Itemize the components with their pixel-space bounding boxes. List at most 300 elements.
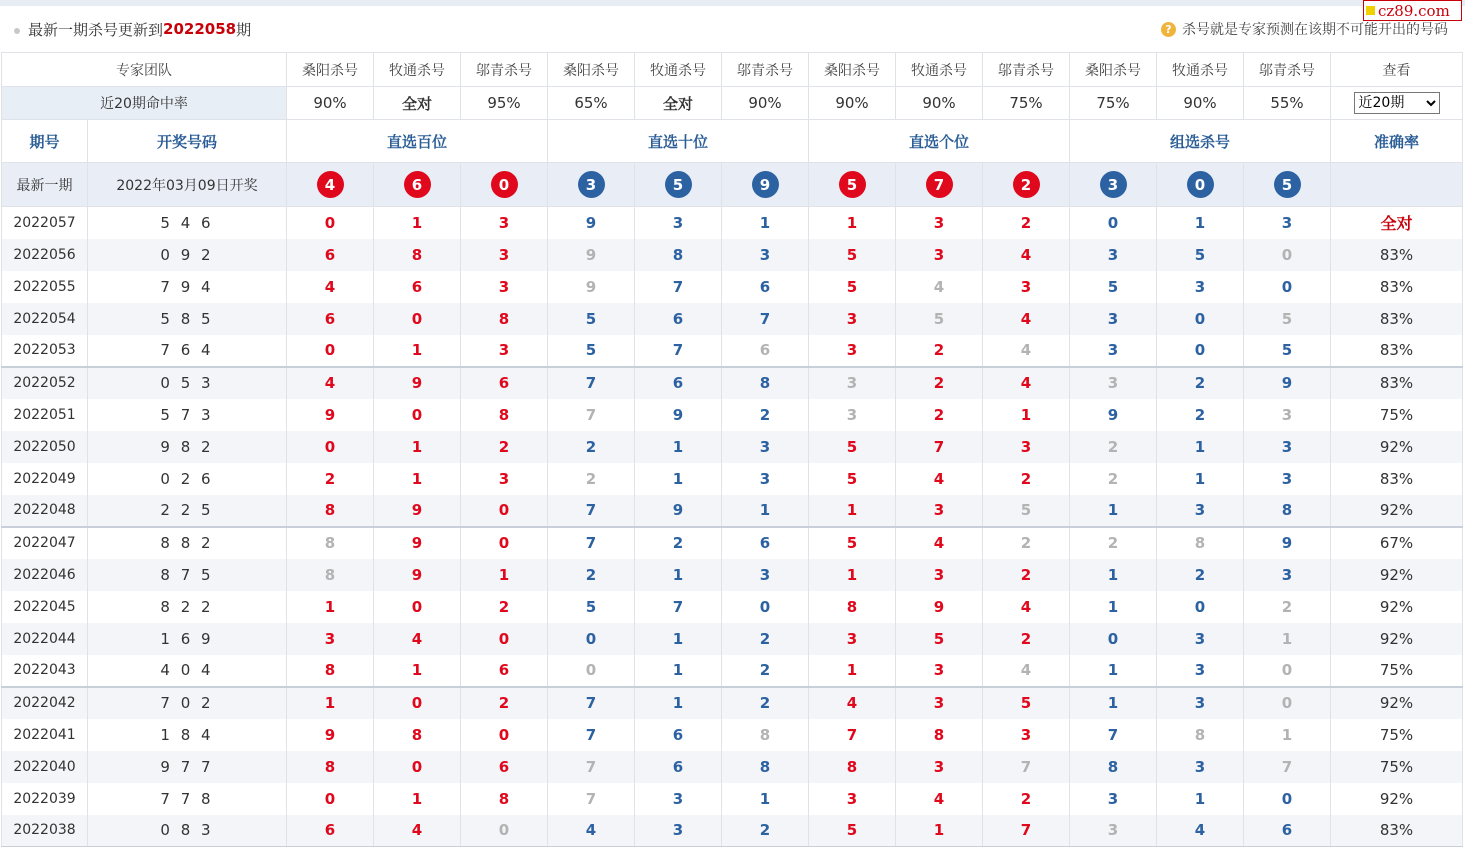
table-row — [2, 207, 1463, 239]
kill-number: 7 — [896, 431, 983, 463]
kill-number: 1 — [1070, 591, 1157, 623]
kill-number: 6 — [374, 271, 461, 303]
kill-number: 7 — [548, 687, 635, 719]
kill-number: 2 — [983, 783, 1070, 815]
draw-number: 7 0 2 — [88, 687, 287, 719]
group-header: 直选十位 — [548, 120, 809, 163]
kill-number: 3 — [461, 207, 548, 239]
table-row — [2, 367, 1463, 399]
kill-number: 0 — [1157, 335, 1244, 367]
kill-number: 2 — [1070, 431, 1157, 463]
expert-name: 桑阳杀号 — [287, 53, 374, 87]
ball-icon: 4 — [317, 171, 344, 198]
kill-number: 5 — [1070, 271, 1157, 303]
kill-number: 1 — [809, 495, 896, 527]
kill-number: 6 — [722, 335, 809, 367]
kill-number: 9 — [548, 271, 635, 303]
kill-number: 2 — [983, 623, 1070, 655]
expert-name: 桑阳杀号 — [809, 53, 896, 87]
hit-rate: 90% — [287, 87, 374, 120]
latest-row — [2, 163, 1463, 207]
period-select-cell — [1331, 87, 1463, 120]
kill-number: 3 — [1157, 751, 1244, 783]
kill-number: 4 — [983, 335, 1070, 367]
kill-number: 4 — [983, 591, 1070, 623]
kill-number: 5 — [809, 815, 896, 847]
kill-number: 3 — [1244, 207, 1331, 239]
ball-icon: 7 — [926, 171, 953, 198]
draw-number: 4 0 4 — [88, 655, 287, 687]
kill-number: 1 — [461, 559, 548, 591]
kill-number: 7 — [548, 367, 635, 399]
kill-number: 8 — [287, 559, 374, 591]
kill-number: 6 — [287, 815, 374, 847]
hit-rate: 75% — [983, 87, 1070, 120]
accuracy: 92% — [1331, 495, 1463, 527]
kill-number: 2 — [1157, 559, 1244, 591]
kill-number: 3 — [1070, 303, 1157, 335]
kill-number: 7 — [722, 303, 809, 335]
accuracy: 全对 — [1331, 207, 1463, 239]
kill-number: 3 — [809, 367, 896, 399]
accuracy: 83% — [1331, 463, 1463, 495]
hit-rate: 全对 — [374, 87, 461, 120]
latest-ball-cell — [287, 163, 374, 207]
kill-number: 1 — [983, 399, 1070, 431]
draw-number: 9 8 2 — [88, 431, 287, 463]
kill-number: 2 — [548, 463, 635, 495]
kill-number: 6 — [461, 655, 548, 687]
kill-number-table — [1, 52, 1463, 847]
kill-number: 2 — [461, 687, 548, 719]
kill-number: 1 — [287, 591, 374, 623]
page-header — [4, 6, 1460, 52]
kill-number: 1 — [374, 431, 461, 463]
kill-number: 9 — [548, 207, 635, 239]
kill-number: 1 — [1157, 207, 1244, 239]
kill-number: 3 — [461, 463, 548, 495]
kill-number: 6 — [287, 239, 374, 271]
kill-number: 5 — [896, 303, 983, 335]
kill-number: 0 — [1244, 271, 1331, 303]
kill-number: 1 — [635, 655, 722, 687]
draw-number: 9 7 7 — [88, 751, 287, 783]
period-select[interactable] — [1354, 92, 1440, 114]
kill-number: 1 — [1070, 655, 1157, 687]
draw-number: 5 4 6 — [88, 207, 287, 239]
latest-ball-cell — [983, 163, 1070, 207]
draw-number: 0 5 3 — [88, 367, 287, 399]
kill-number: 1 — [374, 783, 461, 815]
expert-name: 牧通杀号 — [896, 53, 983, 87]
kill-number: 2 — [287, 463, 374, 495]
kill-number: 3 — [809, 335, 896, 367]
kill-number: 4 — [983, 239, 1070, 271]
kill-number: 4 — [374, 623, 461, 655]
latest-label: 最新一期 — [2, 163, 88, 207]
latest-ball-cell — [1070, 163, 1157, 207]
kill-number: 3 — [809, 783, 896, 815]
experts-row — [2, 53, 1463, 87]
period-number: 2022050 — [2, 431, 88, 463]
kill-number: 9 — [635, 495, 722, 527]
kill-number: 5 — [809, 431, 896, 463]
kill-number: 9 — [287, 719, 374, 751]
table-row — [2, 271, 1463, 303]
kill-number: 3 — [896, 751, 983, 783]
kill-number: 8 — [287, 527, 374, 559]
draw-number: 5 7 3 — [88, 399, 287, 431]
kill-number: 2 — [896, 399, 983, 431]
expert-name: 桑阳杀号 — [1070, 53, 1157, 87]
period-number: 2022047 — [2, 527, 88, 559]
kill-number: 3 — [983, 719, 1070, 751]
kill-number: 2 — [1070, 527, 1157, 559]
draw-number: 2 2 5 — [88, 495, 287, 527]
kill-number: 5 — [983, 495, 1070, 527]
accuracy: 83% — [1331, 367, 1463, 399]
expert-name: 邬青杀号 — [461, 53, 548, 87]
expert-name: 牧通杀号 — [374, 53, 461, 87]
kill-number: 5 — [809, 463, 896, 495]
period-number: 2022040 — [2, 751, 88, 783]
kill-number: 3 — [1244, 431, 1331, 463]
col-draw: 开奖号码 — [88, 120, 287, 163]
ball-icon: 5 — [839, 171, 866, 198]
period-number: 2022042 — [2, 687, 88, 719]
col-period: 期号 — [2, 120, 88, 163]
latest-ball-cell — [722, 163, 809, 207]
rate-label: 近20期命中率 — [2, 87, 287, 120]
latest-ball-cell — [548, 163, 635, 207]
expert-name: 桑阳杀号 — [548, 53, 635, 87]
update-suffix: 期 — [236, 20, 252, 39]
kill-number: 2 — [1070, 463, 1157, 495]
period-number: 2022053 — [2, 335, 88, 367]
kill-number: 8 — [809, 591, 896, 623]
kill-number: 4 — [983, 303, 1070, 335]
hint-text: 杀号就是专家预测在该期不可能开出的号码 — [1182, 22, 1448, 38]
kill-number: 1 — [1070, 495, 1157, 527]
draw-number: 1 6 9 — [88, 623, 287, 655]
kill-number: 3 — [461, 271, 548, 303]
kill-number: 5 — [1244, 335, 1331, 367]
expert-name: 牧通杀号 — [635, 53, 722, 87]
kill-number: 2 — [722, 687, 809, 719]
kill-number: 7 — [548, 719, 635, 751]
kill-number: 4 — [287, 367, 374, 399]
latest-ball-cell — [635, 163, 722, 207]
kill-number: 5 — [983, 687, 1070, 719]
hint — [1161, 19, 1460, 39]
kill-number: 0 — [461, 495, 548, 527]
table-row — [2, 559, 1463, 591]
kill-number: 3 — [1157, 271, 1244, 303]
kill-number: 9 — [374, 367, 461, 399]
kill-number: 2 — [722, 399, 809, 431]
kill-number: 3 — [809, 303, 896, 335]
kill-number: 0 — [287, 335, 374, 367]
kill-number: 1 — [1157, 431, 1244, 463]
kill-number: 2 — [983, 463, 1070, 495]
kill-number: 6 — [287, 303, 374, 335]
kill-number: 7 — [983, 751, 1070, 783]
kill-number: 4 — [983, 367, 1070, 399]
table-row — [2, 527, 1463, 559]
kill-number: 0 — [287, 783, 374, 815]
kill-number: 2 — [1244, 591, 1331, 623]
kill-number: 6 — [722, 271, 809, 303]
kill-number: 0 — [1244, 687, 1331, 719]
kill-number: 0 — [461, 527, 548, 559]
kill-number: 7 — [635, 591, 722, 623]
kill-number: 3 — [287, 623, 374, 655]
hit-rate: 全对 — [635, 87, 722, 120]
kill-number: 0 — [1157, 303, 1244, 335]
kill-number: 4 — [896, 783, 983, 815]
update-notice — [4, 19, 251, 40]
accuracy: 75% — [1331, 399, 1463, 431]
kill-number: 1 — [374, 463, 461, 495]
site-logo[interactable] — [1363, 0, 1462, 21]
kill-number: 6 — [635, 303, 722, 335]
kill-number: 3 — [1157, 687, 1244, 719]
period-number: 2022048 — [2, 495, 88, 527]
ball-icon: 0 — [1187, 171, 1214, 198]
draw-number: 7 6 4 — [88, 335, 287, 367]
kill-number: 8 — [287, 655, 374, 687]
kill-number: 8 — [461, 399, 548, 431]
kill-number: 3 — [722, 239, 809, 271]
kill-number: 0 — [1070, 623, 1157, 655]
kill-number: 0 — [1157, 591, 1244, 623]
kill-number: 7 — [548, 751, 635, 783]
accuracy: 83% — [1331, 271, 1463, 303]
kill-number: 5 — [809, 239, 896, 271]
hit-rate: 95% — [461, 87, 548, 120]
kill-number: 7 — [548, 495, 635, 527]
kill-number: 1 — [287, 687, 374, 719]
kill-number: 1 — [896, 815, 983, 847]
kill-number: 2 — [1157, 399, 1244, 431]
latest-ball-cell — [1244, 163, 1331, 207]
kill-number: 2 — [461, 431, 548, 463]
kill-number: 8 — [1244, 495, 1331, 527]
kill-number: 8 — [722, 367, 809, 399]
kill-number: 0 — [1244, 783, 1331, 815]
kill-number: 9 — [635, 399, 722, 431]
bullet-dot-icon — [14, 28, 20, 34]
latest-date: 2022年03月09日开奖 — [88, 163, 287, 207]
kill-number: 8 — [461, 783, 548, 815]
ball-icon: 6 — [404, 171, 431, 198]
table-row — [2, 783, 1463, 815]
draw-number: 7 7 8 — [88, 783, 287, 815]
kill-number: 4 — [896, 271, 983, 303]
accuracy: 83% — [1331, 303, 1463, 335]
hit-rate: 90% — [1157, 87, 1244, 120]
kill-number: 8 — [722, 751, 809, 783]
table-row — [2, 463, 1463, 495]
kill-number: 3 — [461, 239, 548, 271]
kill-number: 3 — [1070, 783, 1157, 815]
kill-number: 1 — [1070, 559, 1157, 591]
kill-number: 8 — [809, 751, 896, 783]
kill-number: 3 — [1070, 367, 1157, 399]
kill-number: 0 — [374, 591, 461, 623]
logo-text: cz89.com — [1378, 1, 1450, 20]
kill-number: 1 — [809, 655, 896, 687]
accuracy: 75% — [1331, 655, 1463, 687]
kill-number: 2 — [983, 527, 1070, 559]
kill-number: 2 — [983, 207, 1070, 239]
experts-label: 专家团队 — [2, 53, 287, 87]
kill-number: 1 — [1070, 687, 1157, 719]
kill-number: 3 — [983, 431, 1070, 463]
column-header-row — [2, 120, 1463, 163]
table-row — [2, 751, 1463, 783]
kill-number: 7 — [548, 783, 635, 815]
kill-number: 6 — [722, 527, 809, 559]
ball-icon: 5 — [665, 171, 692, 198]
kill-number: 1 — [809, 207, 896, 239]
kill-number: 1 — [809, 559, 896, 591]
kill-number: 3 — [1157, 495, 1244, 527]
hit-rate: 65% — [548, 87, 635, 120]
period-number: 2022039 — [2, 783, 88, 815]
kill-number: 3 — [1070, 239, 1157, 271]
period-number: 2022056 — [2, 239, 88, 271]
kill-number: 0 — [548, 655, 635, 687]
kill-number: 1 — [635, 431, 722, 463]
question-icon: ? — [1161, 22, 1176, 37]
kill-number: 3 — [635, 815, 722, 847]
kill-number: 9 — [1070, 399, 1157, 431]
period-number: 2022054 — [2, 303, 88, 335]
kill-number: 7 — [1244, 751, 1331, 783]
update-prefix: 最新一期杀号更新到 — [28, 20, 164, 39]
kill-number: 6 — [635, 751, 722, 783]
kill-number: 5 — [1157, 239, 1244, 271]
kill-number: 3 — [896, 655, 983, 687]
kill-number: 1 — [1157, 463, 1244, 495]
kill-number: 4 — [983, 655, 1070, 687]
kill-number: 1 — [374, 655, 461, 687]
kill-number: 9 — [287, 399, 374, 431]
accuracy: 67% — [1331, 527, 1463, 559]
kill-number: 2 — [548, 559, 635, 591]
kill-number: 3 — [809, 623, 896, 655]
expert-name: 邬青杀号 — [1244, 53, 1331, 87]
accuracy: 92% — [1331, 623, 1463, 655]
kill-number: 1 — [722, 783, 809, 815]
kill-number: 2 — [635, 527, 722, 559]
kill-number: 0 — [548, 623, 635, 655]
table-row — [2, 495, 1463, 527]
rate-row — [2, 87, 1463, 120]
kill-number: 3 — [722, 559, 809, 591]
kill-number: 9 — [1244, 367, 1331, 399]
ball-icon: 9 — [752, 171, 779, 198]
period-number: 2022041 — [2, 719, 88, 751]
kill-number: 0 — [461, 719, 548, 751]
kill-number: 8 — [1070, 751, 1157, 783]
kill-number: 9 — [548, 239, 635, 271]
kill-number: 3 — [896, 559, 983, 591]
kill-number: 3 — [635, 207, 722, 239]
kill-number: 9 — [374, 495, 461, 527]
accuracy: 75% — [1331, 751, 1463, 783]
table-row — [2, 303, 1463, 335]
kill-number: 7 — [1070, 719, 1157, 751]
kill-number: 2 — [548, 431, 635, 463]
view-label: 查看 — [1331, 53, 1463, 87]
period-number: 2022055 — [2, 271, 88, 303]
ball-icon: 3 — [578, 171, 605, 198]
kill-number: 0 — [1244, 239, 1331, 271]
kill-number: 4 — [374, 815, 461, 847]
kill-number: 9 — [374, 527, 461, 559]
kill-number: 8 — [461, 303, 548, 335]
accuracy: 92% — [1331, 687, 1463, 719]
kill-number: 3 — [1244, 463, 1331, 495]
kill-number: 7 — [983, 815, 1070, 847]
ball-icon: 0 — [491, 171, 518, 198]
kill-number: 3 — [722, 431, 809, 463]
kill-number: 0 — [461, 815, 548, 847]
hit-rate: 75% — [1070, 87, 1157, 120]
kill-number: 7 — [635, 335, 722, 367]
accuracy: 83% — [1331, 815, 1463, 847]
kill-number: 0 — [1244, 655, 1331, 687]
kill-number: 3 — [896, 239, 983, 271]
kill-number: 2 — [1157, 367, 1244, 399]
period-number: 2022057 — [2, 207, 88, 239]
kill-number: 1 — [1244, 623, 1331, 655]
latest-ball-cell — [896, 163, 983, 207]
kill-number: 9 — [1244, 527, 1331, 559]
kill-number: 1 — [635, 463, 722, 495]
kill-number: 4 — [548, 815, 635, 847]
kill-number: 3 — [1244, 559, 1331, 591]
kill-number: 8 — [896, 719, 983, 751]
kill-number: 3 — [1070, 815, 1157, 847]
kill-number: 1 — [635, 559, 722, 591]
kill-number: 3 — [896, 495, 983, 527]
kill-number: 4 — [1157, 815, 1244, 847]
kill-number: 1 — [374, 335, 461, 367]
hit-rate: 55% — [1244, 87, 1331, 120]
ball-icon: 2 — [1013, 171, 1040, 198]
kill-number: 1 — [1244, 719, 1331, 751]
period-number: 2022046 — [2, 559, 88, 591]
table-row — [2, 335, 1463, 367]
kill-number: 6 — [635, 719, 722, 751]
kill-number: 8 — [1157, 527, 1244, 559]
kill-number: 2 — [722, 655, 809, 687]
kill-number: 3 — [722, 463, 809, 495]
kill-number: 1 — [722, 495, 809, 527]
period-number: 2022043 — [2, 655, 88, 687]
table-row — [2, 655, 1463, 687]
kill-number: 0 — [722, 591, 809, 623]
period-number: 2022045 — [2, 591, 88, 623]
table-row — [2, 431, 1463, 463]
kill-number: 6 — [635, 367, 722, 399]
kill-number: 3 — [1157, 655, 1244, 687]
kill-number: 6 — [461, 367, 548, 399]
kill-number: 3 — [635, 783, 722, 815]
